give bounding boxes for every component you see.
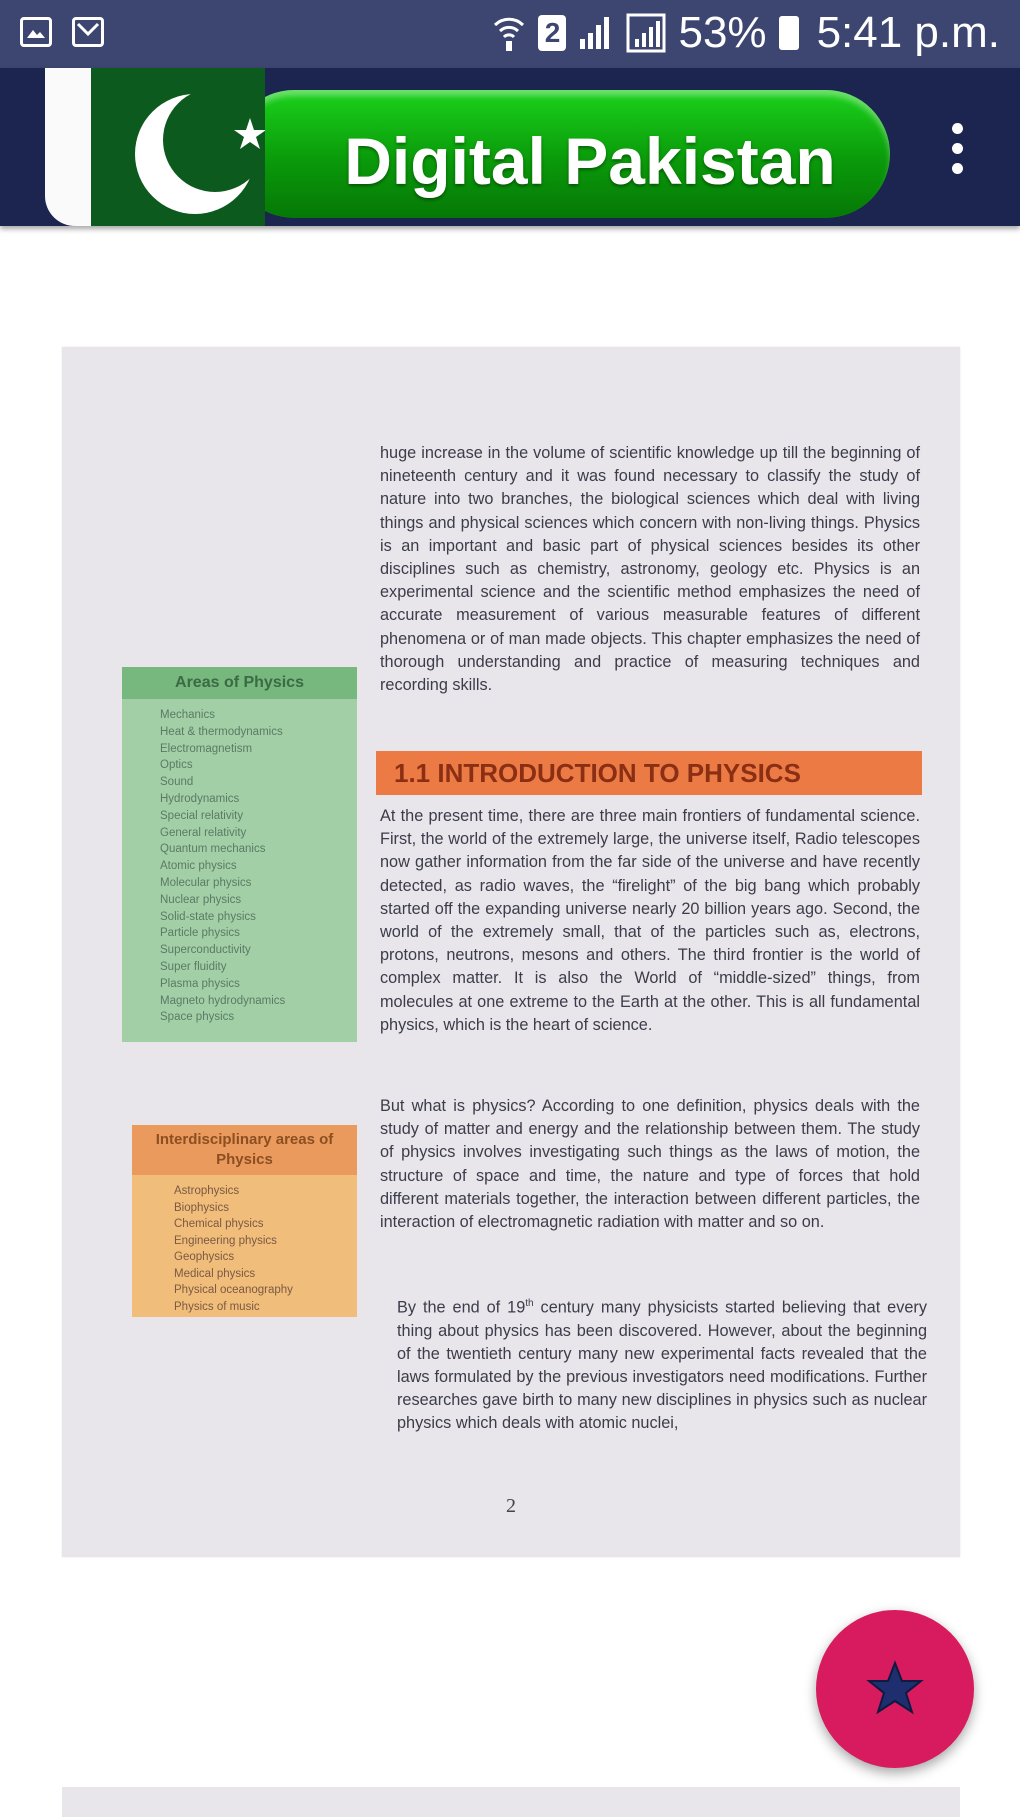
sim-badge: 2 bbox=[538, 15, 566, 51]
paragraph-definition: But what is physics? According to one definition, physics deals with the study of matter and energy and the relationship between them. The study of physics involves investigating such things as the laws of motion, the structure of space and time, the nature and type of forces that hold different materials together, the interaction between different particles, the interaction of electromagnetic radiation with matter and so on. bbox=[380, 1097, 920, 1232]
star-icon bbox=[865, 1659, 925, 1719]
favorite-fab-button[interactable] bbox=[816, 1610, 974, 1768]
list-item: Super fluidity bbox=[160, 960, 227, 973]
book-page-image bbox=[62, 347, 960, 1557]
list-item: Optics bbox=[160, 759, 193, 772]
superscript-th: th bbox=[525, 1298, 534, 1309]
list-item: Special relativity bbox=[160, 809, 244, 822]
list-item: Sound bbox=[160, 776, 194, 789]
list-item: Space physics bbox=[160, 1011, 235, 1024]
list-item: Plasma physics bbox=[160, 977, 240, 990]
signal-icon-2 bbox=[626, 13, 666, 53]
list-item: Solid-state physics bbox=[160, 910, 256, 923]
list-item: Quantum mechanics bbox=[160, 843, 266, 856]
app-title: Digital Pakistan bbox=[344, 124, 836, 198]
list-item: Chemical physics bbox=[174, 1218, 264, 1230]
areas-list bbox=[122, 707, 357, 1026]
list-item: Mechanics bbox=[160, 709, 215, 721]
battery-icon bbox=[779, 16, 799, 50]
list-item: Molecular physics bbox=[160, 876, 252, 889]
interdisciplinary-box-title: Interdisciplinary areas of Physics bbox=[132, 1125, 357, 1175]
app-bar bbox=[0, 68, 1020, 226]
interdisciplinary-list bbox=[132, 1183, 357, 1315]
list-item: Heat & thermodynamics bbox=[160, 725, 283, 738]
battery-percentage: 53% bbox=[678, 8, 767, 57]
signal-icon bbox=[578, 15, 614, 51]
clock: 5:41 p.m. bbox=[816, 8, 1000, 57]
list-item: Medical physics bbox=[174, 1267, 256, 1280]
list-item: Nuclear physics bbox=[160, 893, 242, 906]
list-item: Magneto hydrodynamics bbox=[160, 994, 286, 1007]
list-item: Hydrodynamics bbox=[160, 792, 240, 805]
wifi-icon bbox=[492, 13, 526, 53]
paragraph-history-rest: century many physicists started believing that every thing about physics has been discovered. However, about the beginning of the twentieth century many new experimental facts revealed that the laws formulated by the previous investigators need modifications. Further researches gave birth to many new disciplines in physics such as nuclear physics which deals with atomic nuclei, bbox=[397, 1298, 927, 1433]
mail-notification-icon bbox=[72, 17, 104, 47]
list-item: Particle physics bbox=[160, 927, 240, 940]
page-number: 2 bbox=[506, 1495, 516, 1517]
list-item: Engineering physics bbox=[174, 1234, 277, 1247]
list-item: Biophysics bbox=[174, 1201, 229, 1214]
paragraph-frontiers: At the present time, there are three main frontiers of fundamental science. First, the world of the extremely large, the universe itself, Radio telescopes now gather information from the far side of the universe and have recently detected, as radio waves, the “firelight” of the big bang which probably started off the expanding universe nearly 20 billion years ago. Second, the world of the extremely small, that of the particles such as, electrons, protons, neutrons, mesons and others. The third frontier is the world of complex matter. It is also the World of “middle-sized” things, from molecules at one extreme to the Earth at the other. This is all fundamental physics, which is the heart of science. bbox=[380, 807, 920, 1034]
list-item: General relativity bbox=[160, 826, 247, 839]
gallery-notification-icon bbox=[20, 17, 52, 47]
paragraph-history-start: By the end of 19 bbox=[397, 1298, 526, 1317]
list-item: Superconductivity bbox=[160, 944, 251, 957]
list-item: Electromagnetism bbox=[160, 742, 253, 755]
list-item: Physics of music bbox=[174, 1300, 260, 1313]
pakistan-flag-logo bbox=[45, 68, 265, 226]
status-bar bbox=[0, 0, 1020, 68]
list-item: Physical oceanography bbox=[174, 1284, 293, 1296]
areas-of-physics-box bbox=[122, 667, 357, 1042]
section-heading: 1.1 INTRODUCTION TO PHYSICS bbox=[376, 751, 922, 795]
areas-box-title: Areas of Physics bbox=[122, 667, 357, 699]
paragraph-history bbox=[397, 1292, 927, 1436]
intro-paragraph: huge increase in the volume of scientific knowledge up till the beginning of nineteenth century and it was found necessary to classify the study of nature into two branches, the biological sciences which deal with living things and physical sciences which concern with non-living things. Physics is an important and basic part of physical sciences besides its other disciplines such as chemistry, astronomy, geology etc. Physics is an experimental science and the scientific method emphasizes the need of accurate measurement of various measurable features of different phenomena or of man made objects. This chapter emphasizes the need of thorough understanding and practice of measuring techniques and recording skills. bbox=[380, 444, 920, 695]
interdisciplinary-areas-box bbox=[132, 1125, 357, 1317]
list-item: Astrophysics bbox=[174, 1185, 240, 1197]
list-item: Atomic physics bbox=[160, 860, 237, 873]
list-item: Geophysics bbox=[174, 1251, 235, 1263]
overflow-menu-icon[interactable] bbox=[944, 123, 970, 183]
